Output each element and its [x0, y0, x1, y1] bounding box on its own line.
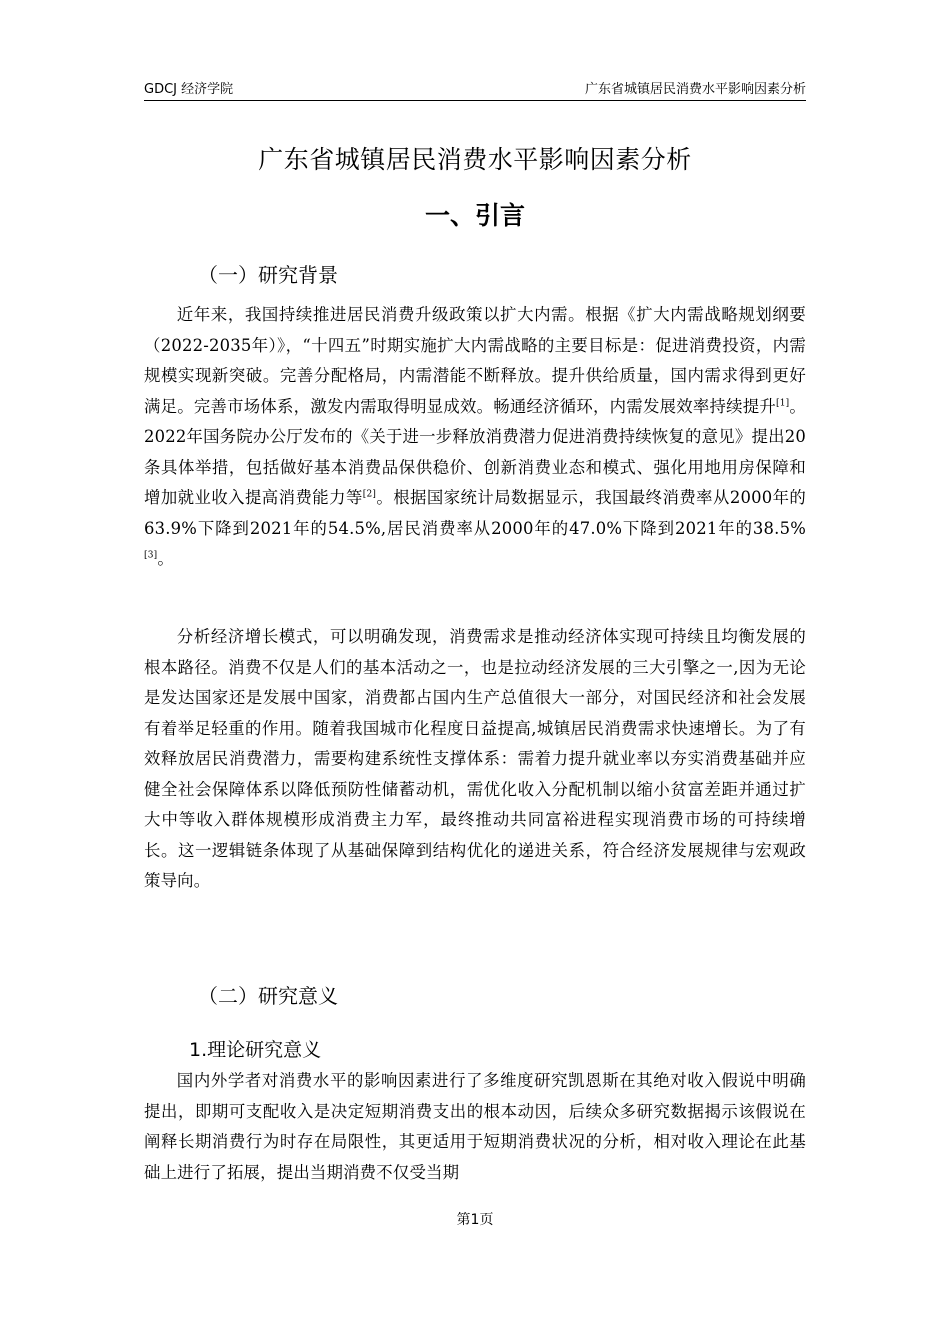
paragraph-background-2: 分析经济增长模式，可以明确发现，消费需求是推动经济体实现可持续且均衡发展的根本路径。消费不仅是人们的基本活动之一，也是拉动经济发展的三大引擎之一,因为无论是发达国家还是发展中国家，消费都占国内生产总值很大一部分，对国民经济和社会发展有着举足轻重的作用。随着我国城市化程度日益提高,城镇居民消费需求快速增长。为了有效释放居民消费潜力，需要构建系统性支撑体系：需着力提升就业率以夯实消费基础并应健全社会保障体系以降低预防性储蓄动机，需优化收入分配机制以缩小贫富差距并通过扩大中等收入群体规模形成消费主力军，最终推动共同富裕进程实现消费市场的可持续增长。这一逻辑链条体现了从基础保障到结构优化的递进关系，符合经济发展规律与宏观政策导向。	[144, 627, 806, 890]
citation-ref-2: [2]	[362, 489, 377, 500]
subsubsection-heading-theory: 1.理论研究意义	[189, 1039, 322, 1061]
paragraph-text: 近年来，我国持续推进居民消费升级政策以扩大内需。根据《扩大内需战略规划纲要（2022-2035年）》，“十四五”时期实施扩大内需战略的主要目标是：促进消费投资，内需规模实现新突破。完善分配格局，内需潜能不断释放。提升供给质量，国内需求得到更好满足。完善市场体系，激发内需取得明显成效。畅通经济循环，内需发展效率持续提升	[144, 305, 806, 416]
page-number: 第1页	[456, 1212, 494, 1228]
citation-ref-3: [3]	[144, 550, 158, 561]
paragraph-theory-1: 国内外学者对消费水平的影响因素进行了多维度研究凯恩斯在其绝对收入假说中明确提出，即期可支配收入是决定短期消费支出的根本动因，后续众多研究数据揭示该假说在阐释长期消费行为时存在局限性，其更适用于短期消费状况的分析，相对收入理论在此基础上进行了拓展，提出当期消费不仅受当期	[144, 1071, 806, 1182]
paragraph-text: 。根据国家统计局数据显示，我国最终消费率从2000年的63.9%下降到2021年的54.5%,居民消费率从2000年的47.0%下降到2021年的38.5%	[144, 488, 806, 538]
header-doc-title: 广东省城镇居民消费水平影响因素分析	[584, 82, 806, 97]
paragraph-text: 。2022年国务院办公厅发布的《关于进一步释放消费潜力促进消费持续恢复的意见》提出20条具体举措，包括做好基本消费品保供稳价、创新消费业态和模式、强化用地用房保障和增加就业收入提高消费能力等	[144, 396, 806, 507]
subsection-heading-significance: （二）研究意义	[198, 984, 338, 1008]
paragraph-text: 。	[157, 549, 174, 568]
section-heading-introduction: 一、引言	[424, 201, 525, 230]
subsection-heading-background: （一）研究背景	[198, 263, 338, 287]
page-header	[144, 78, 806, 101]
document-title: 广东省城镇居民消费水平影响因素分析	[258, 145, 692, 174]
header-school: GDCJ 经济学院	[144, 82, 234, 97]
citation-ref-1: [1]	[776, 398, 790, 409]
paragraph-background-1	[144, 300, 806, 575]
